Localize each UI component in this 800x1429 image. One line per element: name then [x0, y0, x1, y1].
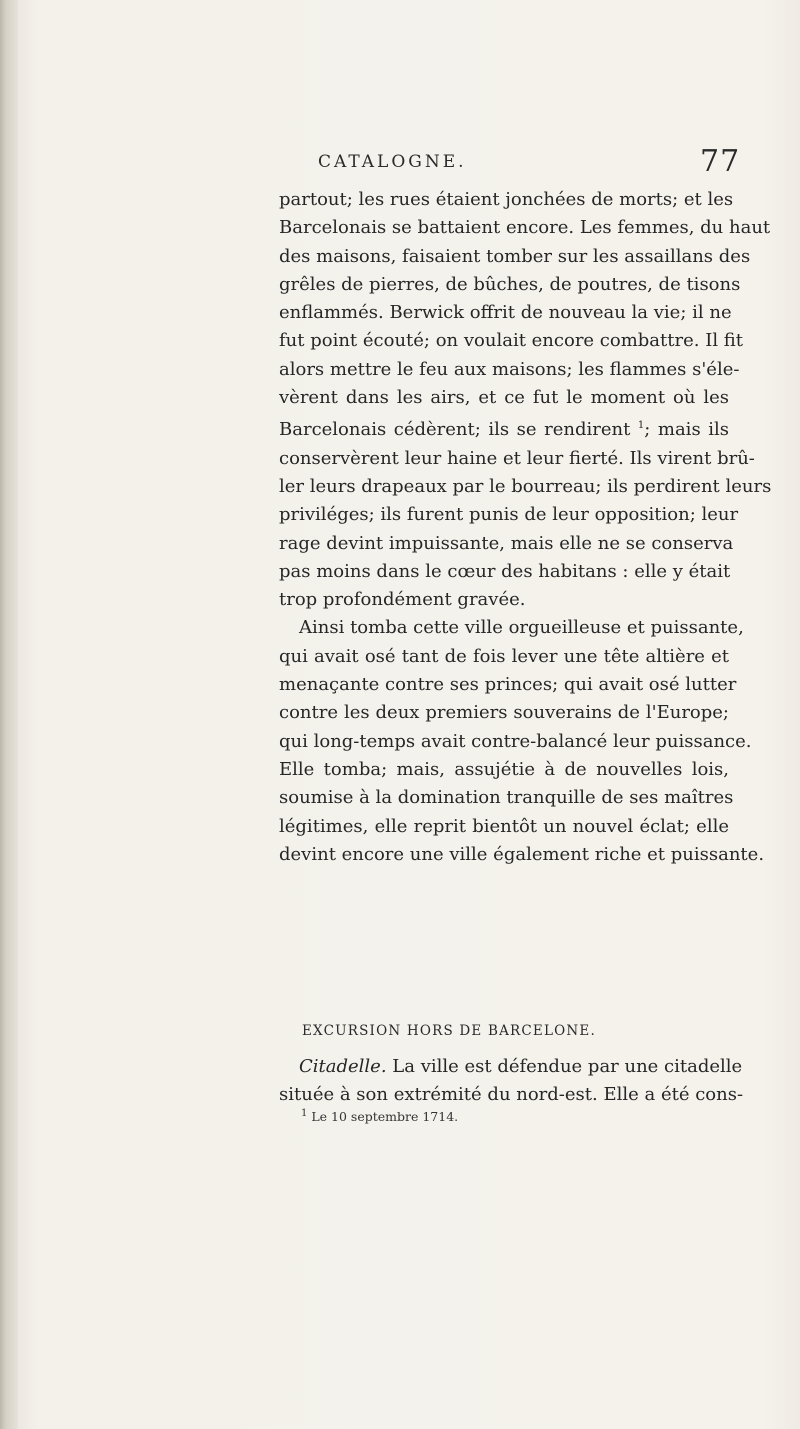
section-paragraph	[279, 1053, 744, 1110]
text-line: qui avait osé tant de fois lever une tête altière et	[279, 645, 729, 667]
running-head: CATALOGNE.	[318, 152, 467, 172]
text-line: Ainsi tomba cette ville orgueilleuse et puissante,	[299, 617, 744, 639]
text-line: Barcelonais se battaient encore. Les femmes, du haut	[279, 217, 771, 239]
section-heading: EXCURSION HORS DE BARCELONE.	[302, 1023, 596, 1039]
text-line: alors mettre le feu aux maisons; les flammes s'éle-	[279, 358, 740, 380]
text-segment: La ville est défendue par une citadelle	[386, 1056, 743, 1077]
text-line: ler leurs drapeaux par le bourreau; ils perdirent leurs	[279, 475, 772, 497]
text-line: située à son extrémité du nord-est. Elle a été cons-	[279, 1084, 744, 1106]
text-line	[279, 1053, 743, 1081]
text-line: rage devint impuissante, mais elle ne se conserva	[279, 532, 734, 554]
text-line: légitimes, elle reprit bientôt un nouvel éclat; elle	[279, 815, 729, 837]
text-line: enflammés. Berwick offrit de nouveau la vie; il ne	[279, 302, 732, 324]
text-line-with-footnote	[279, 412, 729, 444]
text-line: des maisons, faisaient tomber sur les assaillans des	[279, 245, 751, 267]
text-line: contre les deux premiers souverains de l'Europe;	[279, 702, 729, 724]
text-line: devint encore une ville également riche et puissante.	[279, 843, 765, 865]
footnote-marker: 1	[301, 1108, 308, 1119]
page-header	[0, 144, 800, 179]
text-line: grêles de pierres, de bûches, de poutres, de tisons	[279, 273, 741, 295]
text-line: trop profondément gravée.	[279, 589, 526, 611]
text-segment: Barcelonais cédèrent; ils se rendirent	[279, 419, 631, 441]
text-line: Elle tomba; mais, assujétie à de nouvelles lois,	[279, 758, 729, 780]
text-line: soumise à la domination tranquille de ses maîtres	[279, 787, 734, 809]
footnote-marker: 1	[637, 420, 645, 432]
text-line: fut point écouté; on voulait encore combattre. Il fit	[279, 330, 744, 352]
text-segment: ; mais ils	[644, 419, 729, 441]
text-line: vèrent dans les airs, et ce fut le moment où les	[279, 387, 729, 409]
main-text	[279, 186, 772, 869]
footnote-text: Le 10 septembre 1714.	[307, 1109, 459, 1125]
page-number: 77	[700, 144, 741, 179]
text-line: qui long-temps avait contre-balancé leur puissance.	[279, 730, 752, 752]
text-line: conservèrent leur haine et leur fierté. Ils virent brû-	[279, 447, 755, 469]
text-line: menaçante contre ses princes; qui avait osé lutter	[279, 674, 737, 696]
text-line: partout; les rues étaient jonchées de morts; et les	[279, 189, 734, 210]
footnote	[301, 1108, 458, 1124]
italic-lead: Citadelle.	[299, 1056, 387, 1077]
text-line: priviléges; ils furent punis de leur opposition; leur	[279, 504, 739, 526]
binding-gutter	[0, 0, 18, 1429]
text-line: pas moins dans le cœur des habitans : elle y était	[279, 560, 731, 582]
